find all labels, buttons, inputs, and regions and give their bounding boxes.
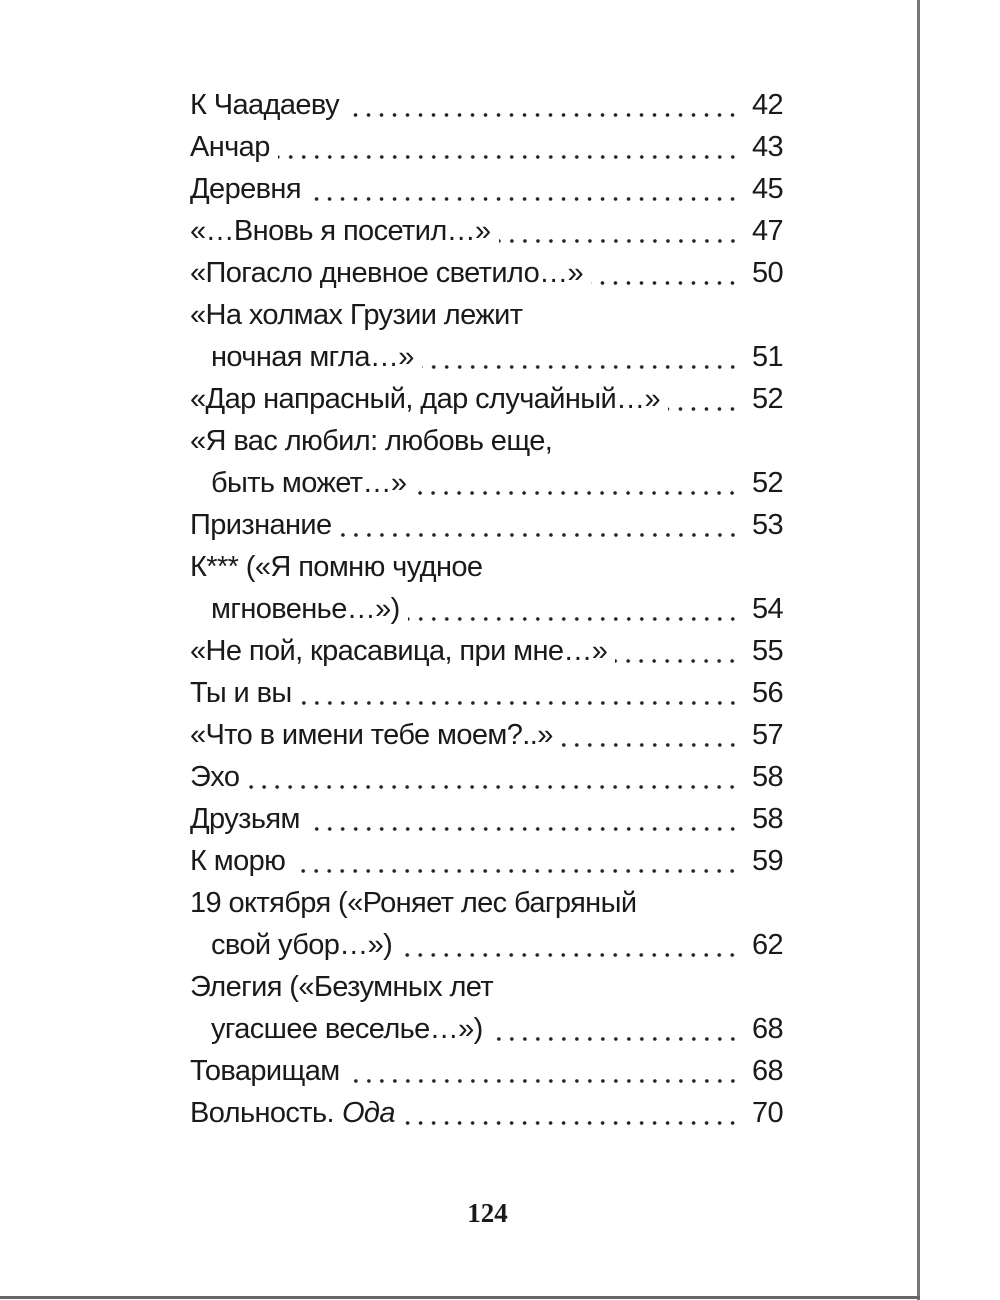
toc-entry-title: «Я вас любил: любовь еще, — [190, 425, 553, 457]
toc-entry-title: «Погасло дневное светило…» — [190, 257, 584, 289]
toc-entry — [190, 168, 783, 210]
toc-entry-title: угасшее веселье…») — [211, 1013, 483, 1045]
dot-leader — [491, 1036, 739, 1042]
toc-entry-page: 59 — [751, 845, 783, 877]
toc-entry-title: «Что в имени тебе моем?..» — [190, 719, 553, 751]
toc-entry — [190, 798, 783, 840]
toc-entry — [190, 1050, 783, 1092]
toc-entry-page: 43 — [751, 131, 783, 163]
toc-entry — [190, 504, 783, 546]
page-edge-bottom — [0, 1296, 920, 1299]
toc-entry-title: Вольность. — [190, 1097, 334, 1129]
toc-entry-title: Деревня — [190, 173, 301, 205]
toc-entry-genre: Ода — [341, 1097, 395, 1129]
dot-leader — [308, 826, 739, 832]
toc-entry-page: 47 — [751, 215, 783, 247]
dot-leader — [247, 784, 739, 790]
toc-entry-page: 68 — [751, 1013, 783, 1045]
toc-entry — [190, 210, 783, 252]
toc-entry — [190, 672, 783, 714]
toc-entry-title: Эхо — [190, 761, 240, 793]
toc-entry — [190, 630, 783, 672]
toc-entry-page: 58 — [751, 761, 783, 793]
toc-entry-page: 53 — [751, 509, 783, 541]
dot-leader — [278, 154, 739, 160]
dot-leader — [400, 952, 739, 958]
toc-entry-title: «Не пой, красавица, при мне…» — [190, 635, 608, 667]
toc-entry-title: К морю — [190, 845, 286, 877]
toc-entry — [190, 252, 783, 294]
toc-entry — [190, 882, 783, 924]
toc-entry — [190, 420, 783, 462]
toc-entry-title: Друзьям — [190, 803, 300, 835]
toc-entry-title: «…Вновь я посетил…» — [190, 215, 491, 247]
toc-entry — [190, 294, 783, 336]
toc-entry-title: «Дар напрасный, дар случайный…» — [190, 383, 661, 415]
toc-entry-title: «На холмах Грузии лежит — [190, 299, 523, 331]
toc-entry-title: Ты и вы — [190, 677, 292, 709]
toc-entry — [190, 756, 783, 798]
toc-entry-page: 57 — [751, 719, 783, 751]
toc-entry-page: 70 — [751, 1097, 783, 1129]
toc-entry-page: 52 — [751, 383, 783, 415]
toc-entry-page: 50 — [751, 257, 783, 289]
dot-leader — [615, 658, 739, 664]
dot-leader — [403, 1120, 739, 1126]
toc-entry-title: мгновенье…») — [211, 593, 400, 625]
toc-entry-title: ночная мгла…» — [211, 341, 414, 373]
toc-entry-page: 56 — [751, 677, 783, 709]
toc-entry-page: 62 — [751, 929, 783, 961]
toc-entry — [190, 840, 783, 882]
toc-entry — [190, 1008, 783, 1050]
dot-leader — [300, 700, 739, 706]
toc-entry-title: Товарищам — [190, 1055, 340, 1087]
toc-entry — [190, 462, 783, 504]
toc-entry-page: 45 — [751, 173, 783, 205]
dot-leader — [347, 112, 739, 118]
toc-entry-page: 42 — [751, 89, 783, 121]
dot-leader — [422, 364, 739, 370]
toc-entry-title: Анчар — [190, 131, 270, 163]
toc-entry-title: свой убор…») — [211, 929, 393, 961]
dot-leader — [668, 406, 739, 412]
toc-entry — [190, 84, 783, 126]
dot-leader — [340, 532, 739, 538]
toc-entry — [190, 126, 783, 168]
toc-entry-title: Признание — [190, 509, 332, 541]
dot-leader — [561, 742, 739, 748]
toc-entry — [190, 378, 783, 420]
toc-entry-page: 68 — [751, 1055, 783, 1087]
dot-leader — [414, 490, 739, 496]
toc-entry-page: 51 — [751, 341, 783, 373]
toc-entry — [190, 588, 783, 630]
toc-entry — [190, 966, 783, 1008]
dot-leader — [348, 1078, 739, 1084]
page-edge-right — [917, 0, 920, 1300]
page-number: 124 — [467, 1198, 508, 1228]
toc-entry — [190, 924, 783, 966]
dot-leader — [408, 616, 739, 622]
toc-entry-title: быть может…» — [211, 467, 407, 499]
toc-entry-page: 54 — [751, 593, 783, 625]
toc-entry-title: К Чаадаеву — [190, 89, 339, 121]
toc-entry — [190, 1092, 783, 1134]
toc-entry — [190, 714, 783, 756]
dot-leader — [309, 196, 739, 202]
toc-entry-title: К*** («Я помню чудное — [190, 551, 483, 583]
toc-entry-title: 19 октября («Роняет лес багряный — [190, 887, 637, 919]
toc-entry — [190, 336, 783, 378]
dot-leader — [499, 238, 739, 244]
toc-entry-page: 58 — [751, 803, 783, 835]
table-of-contents — [190, 84, 783, 1134]
toc-entry-page: 55 — [751, 635, 783, 667]
dot-leader — [293, 868, 739, 874]
dot-leader — [591, 280, 739, 286]
toc-entry-title: Элегия («Безумных лет — [190, 971, 494, 1003]
toc-entry-page: 52 — [751, 467, 783, 499]
toc-entry — [190, 546, 783, 588]
